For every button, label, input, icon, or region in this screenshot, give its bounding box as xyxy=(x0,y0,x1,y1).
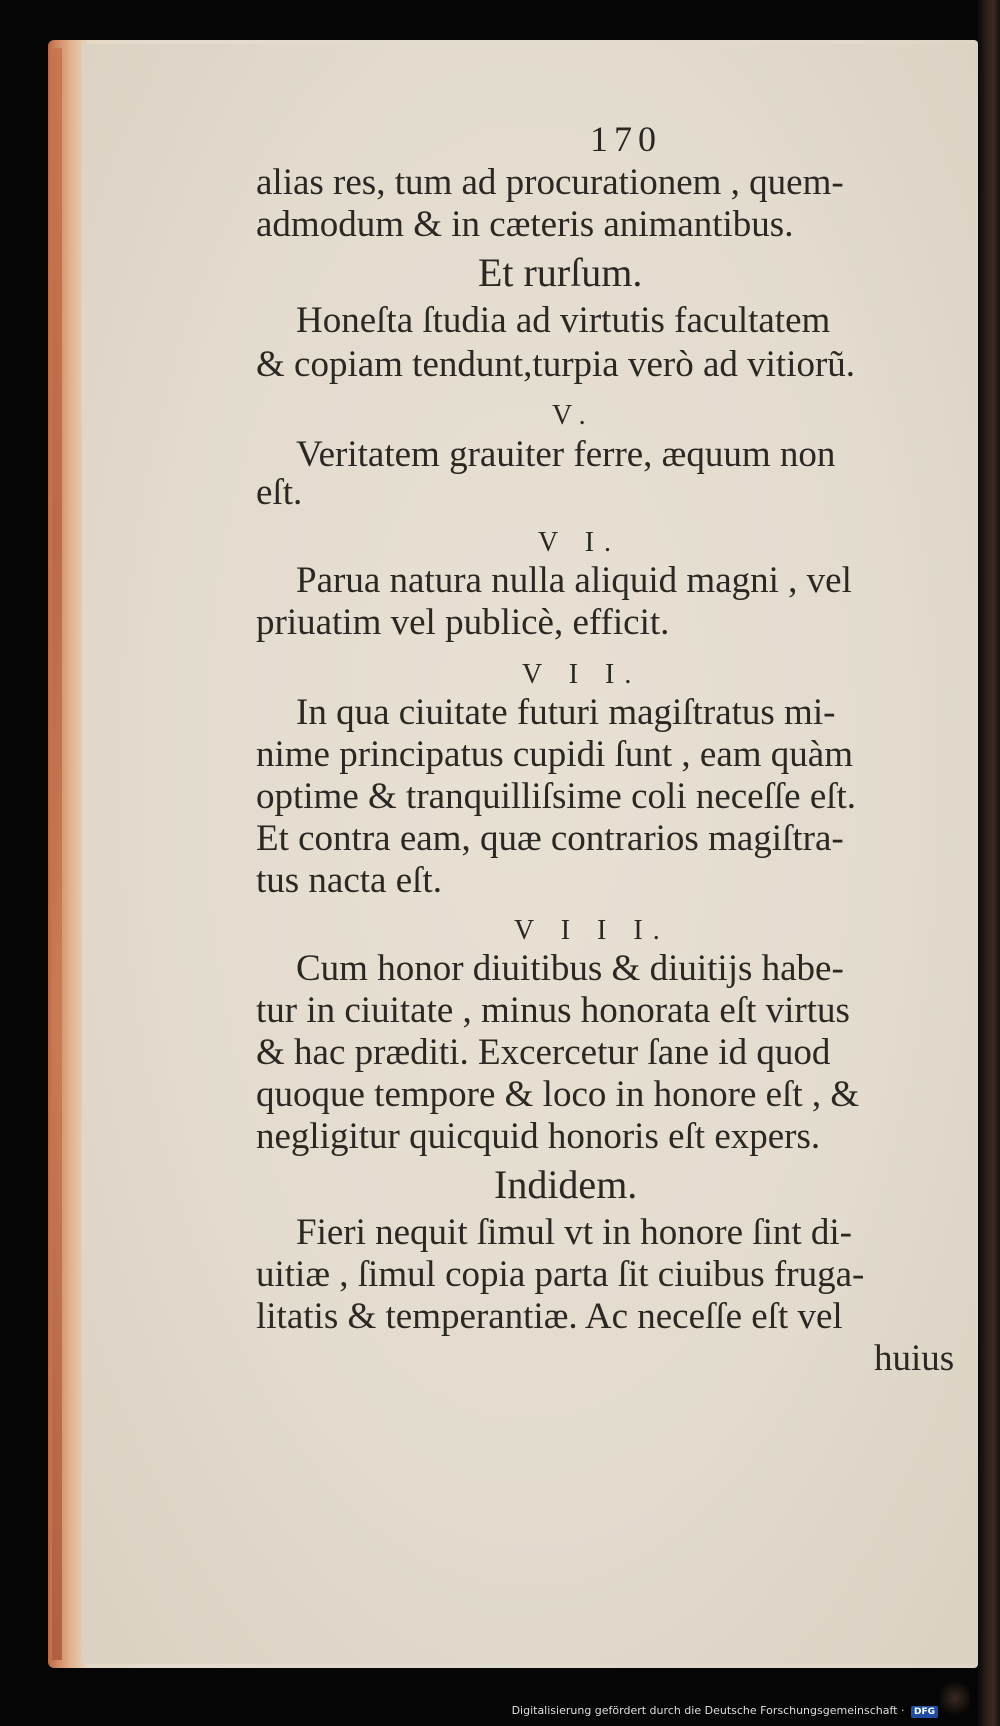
text-line: Fieri nequit ſimul vt in honore ſint di- xyxy=(296,1212,852,1253)
catchword: huius xyxy=(874,1338,955,1379)
text-line: optime & tranquilliſsime coli neceſſe eſt. xyxy=(256,776,857,817)
text-line: alias res, tum ad procurationem , quem- xyxy=(256,162,844,203)
text-line: uitiæ , ſimul copia parta ſit ciuibus fruga- xyxy=(256,1254,865,1295)
text-line: tus nacta eſt. xyxy=(256,860,442,901)
text-line: admodum & in cæteris animantibus. xyxy=(256,204,794,245)
text-line: eſt. xyxy=(256,472,303,513)
text-line: tur in ciuitate , minus honorata eſt virtus xyxy=(256,990,850,1031)
text-line: negligitur quicquid honoris eſt expers. xyxy=(256,1116,821,1157)
text-line: Honeſta ſtudia ad virtutis facultatem xyxy=(296,300,831,341)
section-numeral: V I I I. xyxy=(514,915,670,946)
text-line: Parua natura nulla aliquid magni , vel xyxy=(296,560,852,601)
footer-text: Digitalisierung gefördert durch die Deutsche Forschungsgemeinschaft · xyxy=(511,1704,905,1717)
page-spine-edge xyxy=(52,48,62,1660)
section-numeral: V. xyxy=(552,400,596,431)
text-line: & copiam tendunt,turpia verò ad vitiorũ. xyxy=(256,344,856,385)
text-line: Veritatem grauiter ferre, æquum non xyxy=(296,434,836,475)
section-heading: Indidem. xyxy=(494,1162,638,1207)
text-line: priuatim vel publicè, efficit. xyxy=(256,602,670,643)
text-line: In qua ciuitate futuri magiſtratus mi- xyxy=(296,692,836,733)
page-number: 170 xyxy=(590,119,662,159)
text-line: Cum honor diuitibus & diuitijs habe- xyxy=(296,948,844,989)
dfg-logo-badge: DFG xyxy=(911,1706,938,1718)
section-numeral: V I I. xyxy=(522,659,642,690)
text-line: quoque tempore & loco in honore eſt , & xyxy=(256,1074,860,1115)
text-line: nime principatus cupidi ſunt , eam quàm xyxy=(256,734,854,775)
digitization-footer xyxy=(0,1704,978,1718)
section-heading: Et rurſum. xyxy=(478,250,643,295)
right-scan-edge xyxy=(978,0,1000,1726)
section-numeral: V I. xyxy=(538,527,622,558)
text-line: litatis & temperantiæ. Ac neceſſe eſt vel xyxy=(256,1296,843,1337)
text-line: & hac præditi. Excercetur ſane id quod xyxy=(256,1032,831,1073)
text-line: Et contra eam, quæ contrarios magiſtra- xyxy=(256,818,844,859)
